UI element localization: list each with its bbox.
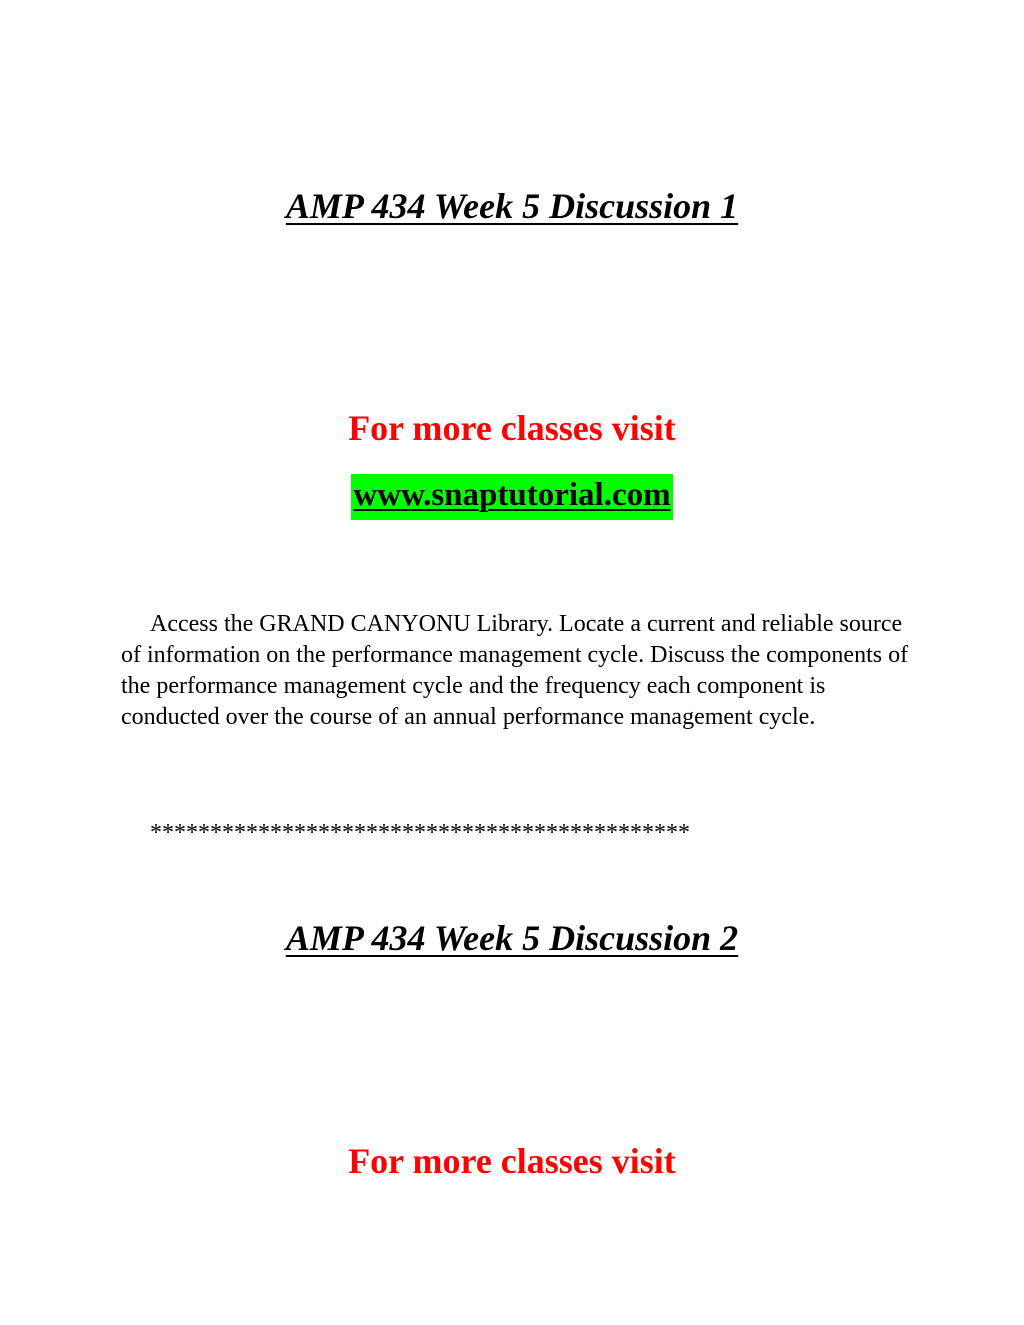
section-1-body: Access the GRAND CANYONU Library. Locate a current and reliable source of information on the performance management cycle. Discuss the components of the performance management cycle and the frequency each component is conducted over the course of an annual performance management cycle. xyxy=(121,611,909,730)
section-1-title xyxy=(0,184,1024,228)
section-1-link-wrap xyxy=(0,474,1024,520)
section-2-title xyxy=(0,916,1024,960)
section-1-title-text: AMP 434 Week 5 Discussion 1 xyxy=(285,186,739,226)
section-2-promo: For more classes visit xyxy=(348,1141,676,1181)
section-2-title-text: AMP 434 Week 5 Discussion 2 xyxy=(285,918,739,958)
snaptutorial-link[interactable]: www.snaptutorial.com xyxy=(351,474,672,520)
separator-stars: ********************************************* xyxy=(150,820,690,846)
section-1-promo: For more classes visit xyxy=(348,408,676,448)
